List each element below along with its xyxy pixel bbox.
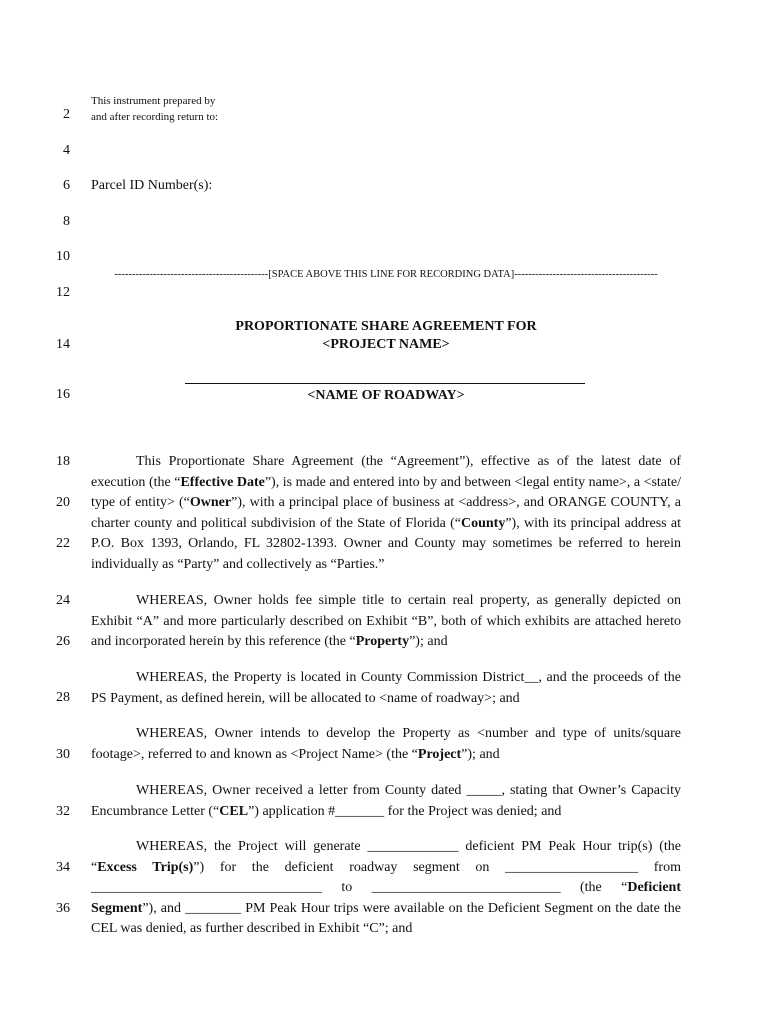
- owner-term: Owner: [189, 495, 232, 510]
- line-number: 20: [56, 495, 70, 510]
- parcel-id-label: Parcel ID Number(s):: [91, 178, 213, 193]
- recording-data-line: --------------------------------------------[SPACE ABOVE THIS LINE FOR RECORDING DATA]-----------------------------------------: [114, 269, 658, 280]
- whereas-property-paragraph: WHEREAS, Owner holds fee simple title to certain real property, as generally depicted on Exhibit “A” and more particularly described on Exhibit “B”, both of which exhibits are attached hereto and incorporated herein by this reference (the “Property”); and: [91, 593, 681, 649]
- cel-term: CEL: [219, 803, 249, 819]
- title-divider: [185, 383, 585, 384]
- prepared-by-block: [91, 93, 218, 125]
- line-number: 18: [56, 454, 70, 469]
- whereas-district-paragraph: WHEREAS, the Property is located in County Commission District__, and the proceeds of the PS Payment, as defined herein, will be allocated to <name of roadway>; and: [91, 670, 681, 706]
- project-term: Project: [417, 746, 462, 762]
- line-number: 14: [56, 337, 70, 352]
- line-number: 32: [56, 804, 70, 819]
- deficient-segment-term: Deficient Segment: [91, 880, 681, 916]
- title-line-1: PROPORTIONATE SHARE AGREEMENT FOR: [235, 319, 537, 334]
- line-number: 12: [56, 285, 70, 300]
- agreement-intro-paragraph: This Proportionate Share Agreement (the “Agreement”), effective as of the latest date of execution (the “Effective Date”), is made and entered into by and between <legal entity name>, a <state/ type of entity> (“Owner”), with a principal place of business at <address>, and ORANGE COUNTY, a charter county and political subdivision of the State of Florida (“County”), with its principal address at P.O. Box 1393, Orlando, FL 32802-1393. Owner and County may sometimes be referred to herein individually as “Party” and collectively as “Parties.”: [91, 454, 682, 572]
- line-number: 28: [56, 690, 70, 705]
- document-title: [91, 318, 681, 354]
- effective-date-term: Effective Date: [180, 474, 265, 490]
- line-number: 6: [63, 178, 70, 193]
- title-project-name: <PROJECT NAME>: [322, 337, 450, 352]
- line-number: 4: [63, 143, 70, 158]
- roadway-name: <NAME OF ROADWAY>: [307, 388, 465, 403]
- line-number: 16: [56, 387, 70, 402]
- property-term: Property: [355, 634, 410, 649]
- return-to-line: and after recording return to:: [91, 111, 219, 123]
- prepared-by-line: This instrument prepared by: [91, 95, 216, 107]
- whereas-excess-trips-paragraph: WHEREAS, the Project will generate _____________ deficient PM Peak Hour trip(s) (the “Excess Trip(s)”) for the deficient roadway segment on ___________________ from _________________________________ to ___________________________ (the “Deficient Segment”), and ________ PM Peak Hour trips were available on the Deficient Segment on the date the CEL was denied, as further described in Exhibit “C”; and: [91, 839, 681, 936]
- line-number: 30: [56, 747, 70, 762]
- line-number: 22: [56, 536, 70, 551]
- line-number: 2: [63, 107, 70, 122]
- line-number: 8: [63, 214, 70, 229]
- excess-trips-term: Excess Trip(s): [97, 859, 194, 875]
- county-term: County: [460, 515, 506, 531]
- whereas-cel-paragraph: WHEREAS, Owner received a letter from County dated _____, stating that Owner’s Capacity Encumbrance Letter (“CEL”) application #_______ for the Project was denied; and: [91, 783, 681, 819]
- whereas-project-paragraph: WHEREAS, Owner intends to develop the Property as <number and type of units/square footage>, referred to and known as <Project Name> (the “Project”); and: [91, 726, 681, 762]
- line-number: 10: [56, 249, 70, 264]
- line-number: 24: [56, 593, 70, 608]
- line-number: 34: [56, 860, 70, 875]
- line-number: 36: [56, 901, 70, 916]
- line-number: 26: [56, 634, 70, 649]
